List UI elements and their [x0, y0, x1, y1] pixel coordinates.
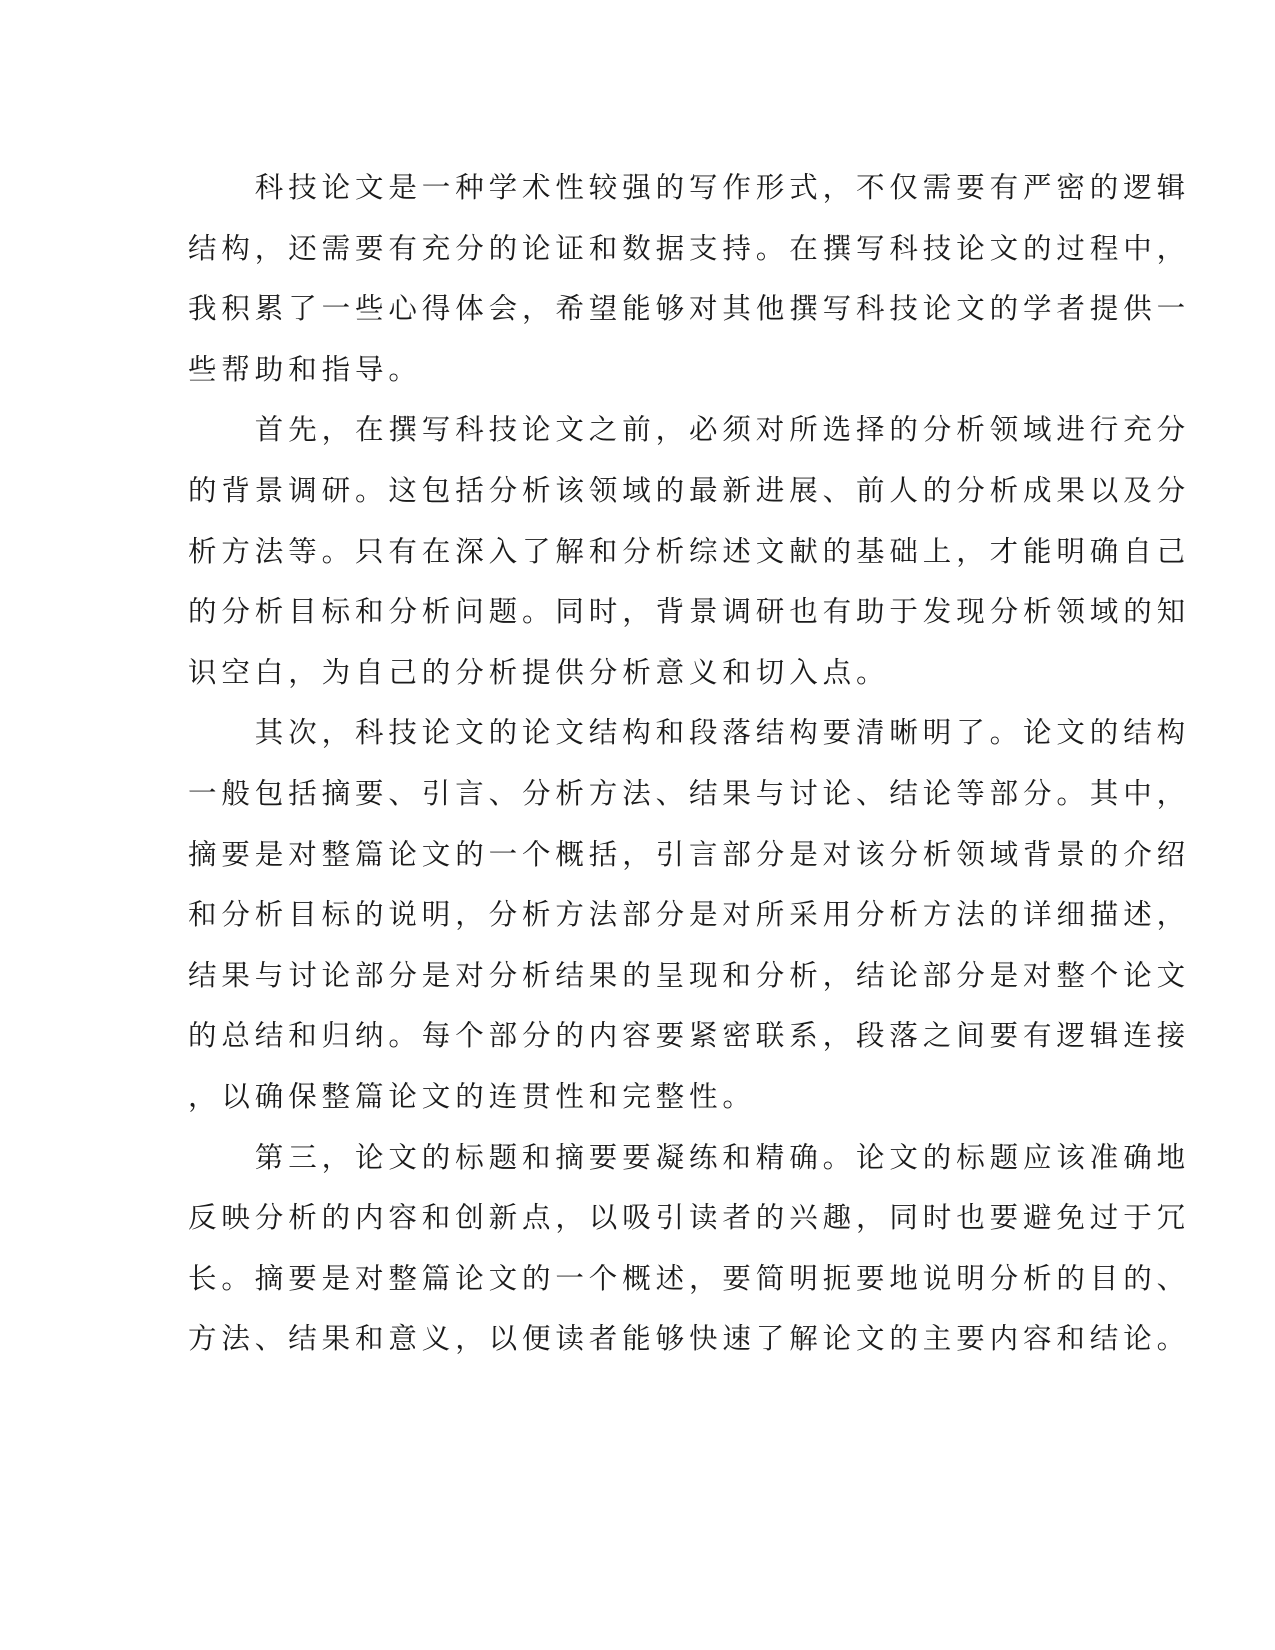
text-line: 方法、结果和意义，以便读者能够快速了解论文的主要内容和结论。: [188, 1322, 1191, 1356]
text-line: 我积累了一些心得体会，希望能够对其他撰写科技论文的学者提供一: [188, 292, 1191, 326]
text-line: 首先，在撰写科技论文之前，必须对所选择的分析领域进行充分: [188, 413, 1191, 447]
text-line: 的总结和归纳。每个部分的内容要紧密联系，段落之间要有逻辑连接: [188, 1019, 1191, 1053]
text-line: 第三，论文的标题和摘要要凝练和精确。论文的标题应该准确地: [188, 1140, 1191, 1174]
text-line: 些帮助和指导。: [188, 352, 422, 386]
text-line: 摘要是对整篇论文的一个概括，引言部分是对该分析领域背景的介绍: [188, 837, 1191, 871]
body-text: [188, 158, 1191, 1370]
text-line: 一般包括摘要、引言、分析方法、结果与讨论、结论等部分。其中，: [188, 776, 1191, 810]
text-line: 结果与讨论部分是对分析结果的呈现和分析，结论部分是对整个论文: [188, 958, 1191, 992]
text-line: 的背景调研。这包括分析该领域的最新进展、前人的分析成果以及分: [188, 473, 1191, 507]
text-line: 其次，科技论文的论文结构和段落结构要清晰明了。论文的结构: [188, 716, 1191, 750]
text-line: ，以确保整篇论文的连贯性和完整性。: [188, 1079, 756, 1113]
text-line: 的分析目标和分析问题。同时，背景调研也有助于发现分析领域的知: [188, 595, 1191, 629]
text-line: 和分析目标的说明，分析方法部分是对所采用分析方法的详细描述，: [188, 898, 1191, 932]
text-line: 长。摘要是对整篇论文的一个概述，要简明扼要地说明分析的目的、: [188, 1261, 1191, 1295]
text-line: 反映分析的内容和创新点，以吸引读者的兴趣，同时也要避免过于冗: [188, 1201, 1191, 1235]
text-line: 科技论文是一种学术性较强的写作形式，不仅需要有严密的逻辑: [188, 171, 1191, 204]
text-line: 识空白，为自己的分析提供分析意义和切入点。: [188, 655, 890, 689]
text-line: 析方法等。只有在深入了解和分析综述文献的基础上，才能明确自己: [188, 534, 1191, 568]
text-line: 结构，还需要有充分的论证和数据支持。在撰写科技论文的过程中，: [188, 231, 1191, 265]
